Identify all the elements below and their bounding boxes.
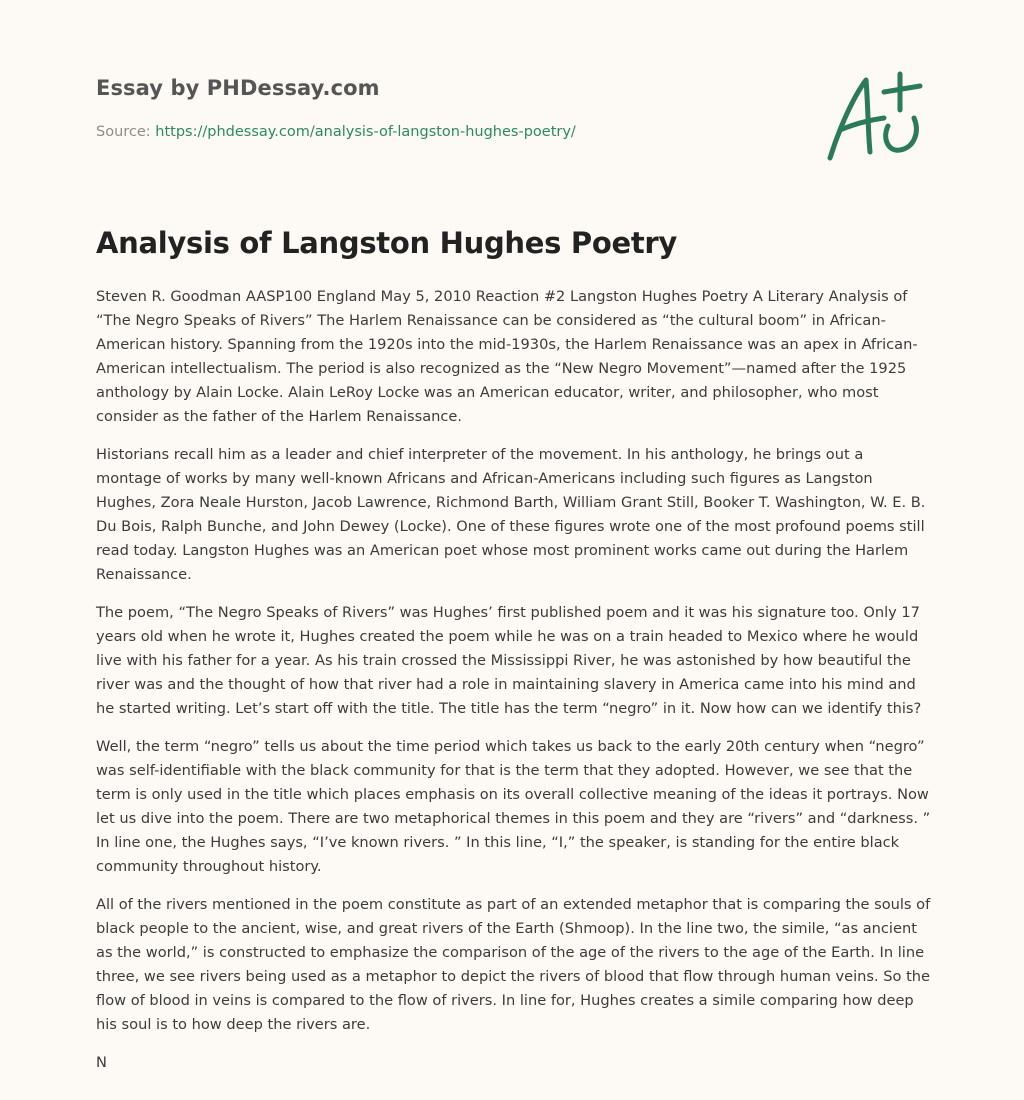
source-label: Source:: [96, 124, 156, 140]
essay-paragraph: Historians recall him as a leader and chief interpreter of the movement. In his anthology, he brings out a montage of works by many well-known Africans and African-Americans including such figures as Langston Hughes, Zora Neale Hurston, Jacob Lawrence, Richmond Barth, William Grant Still, Booker T. Washington, W. E. B. Du Bois, Ralph Bunche, and John Dewey (Locke). One of these figures wrote one of the most profound poems still read today. Langston Hughes was an American poet whose most prominent works came out during the Harlem Renaissance.: [96, 446, 926, 583]
site-brand: Essay by PHDessay.com: [96, 76, 380, 100]
essay-paragraph: The poem, “The Negro Speaks of Rivers” was Hughes’ first published poem and it was his signature too. Only 17 years old when he wrote it, Hughes created the poem while he was on a train headed to Mexico where he would live with his father for a year. As his train crossed the Mississippi River, he was astonished by how beautiful the river was and the thought of how that river had a role in maintaining slavery in America came into his mind and he started writing. Let’s start off with the title. The title has the term “negro” in it. Now how can we identify this?: [96, 604, 922, 717]
essay-body: [96, 285, 932, 1089]
essay-title: Analysis of Langston Hughes Poetry: [96, 226, 678, 260]
source-line: [96, 124, 576, 140]
essay-paragraph: All of the rivers mentioned in the poem constitute as part of an extended metaphor that is comparing the souls of black people to the ancient, wise, and great rivers of the Earth (Shmoop). In the line two, the simile, “as ancient as the world,” is constructed to emphasize the comparison of the age of the rivers to the age of the Earth. In line three, we see rivers being used as a metaphor to depict the rivers of blood that flow through human veins. So the flow of blood in veins is compared to the flow of rivers. In line for, Hughes creates a simile comparing how deep his soul is to how deep the rivers are.: [96, 896, 931, 1033]
source-link[interactable]: https://phdessay.com/analysis-of-langston-hughes-poetry/: [155, 124, 576, 140]
essay-paragraph-truncated: N: [96, 1054, 107, 1071]
a-plus-logo-icon: [822, 66, 932, 166]
essay-paragraph: Well, the term “negro” tells us about the time period which takes us back to the early 20th century when “negro” was self-identifiable with the black community for that is the term that they adopted. However, we see that the term is only used in the title which places emphasis on its overall collective meaning of the ideas it portrays. Now let us dive into the poem. There are two metaphorical themes in this poem and they are “rivers” and “darkness. ” In line one, the Hughes says, “I’ve known rivers. ” In this line, “I,” the speaker, is standing for the entire black community throughout history.: [96, 738, 931, 875]
essay-paragraph: Steven R. Goodman AASP100 England May 5, 2010 Reaction #2 Langston Hughes Poetry A Literary Analysis of “The Negro Speaks of Rivers” The Harlem Renaissance can be considered as “the cultural boom” in African-American history. Spanning from the 1920s into the mid-1930s, the Harlem Renaissance was an apex in African-American intellectualism. The period is also recognized as the “New Negro Movement”—named after the 1925 anthology by Alain Locke. Alain LeRoy Locke was an American educator, writer, and philosopher, who most consider as the father of the Harlem Renaissance.: [96, 288, 918, 425]
